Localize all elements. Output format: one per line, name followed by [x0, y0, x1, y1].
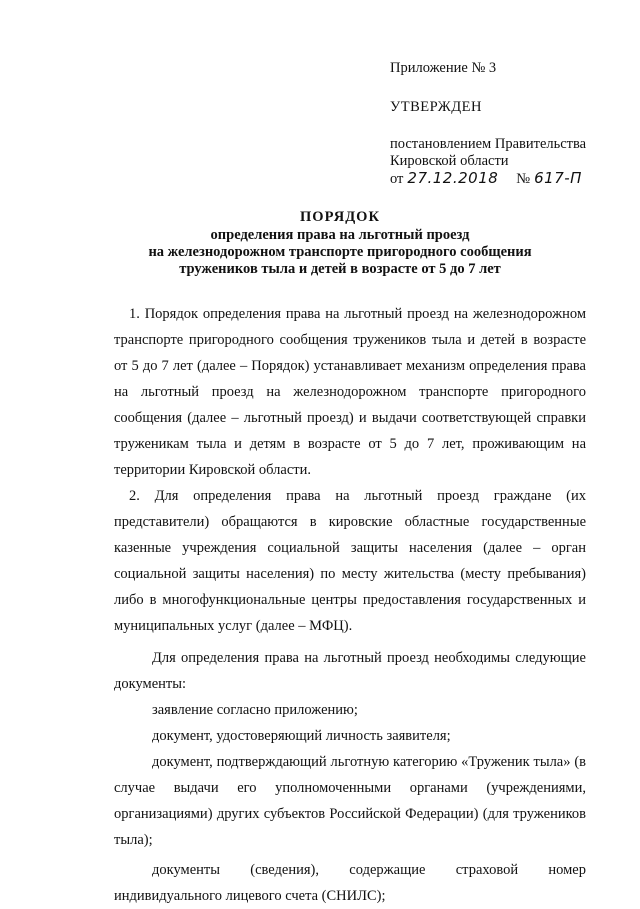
document-title — [100, 209, 580, 278]
title-line-3: тружеников тыла и детей в возрасте от 5 до 7 лет — [179, 261, 501, 277]
approved-label: УТВЕРЖДЕН — [390, 99, 482, 115]
title-main: ПОРЯДОК — [300, 209, 380, 225]
decree-line-2: Кировской области — [390, 153, 509, 169]
paragraph-1: 1. Порядок определения права на льготный проезд на железнодорожном транспорте пригородного сообщения тружеников тыла и детей в возрасте от 5 до 7 лет (далее – Порядок) устанавливает механизм определения права на льготный проезд на железнодорожном транспорте пригородного сообщения (далее – льготный проезд) и выдачи соответствующей справки труженикам тыла и детям в возрасте от 5 до 7 лет, проживающим на территории Кировской области. — [114, 306, 586, 478]
decree-reference — [390, 136, 630, 188]
date-prefix: от — [390, 171, 404, 187]
approval-stamp-block — [390, 60, 630, 188]
list-item-category-document: документ, подтверждающий льготную категорию «Труженик тыла» (в случае выдачи его уполномоченными органами (учреждениями, организациями) других субъектов Российской Федерации) (для тружеников тыла); — [114, 754, 586, 848]
number-prefix: № — [516, 171, 531, 187]
paragraph-3: Для определения права на льготный проезд необходимы следующие документы: — [114, 650, 586, 692]
decree-line-1: постановлением Правительства — [390, 136, 587, 152]
handwritten-number: 617-П — [534, 169, 582, 187]
title-line-1: определения права на льготный проезд — [210, 227, 470, 243]
list-item-identity-document: документ, удостоверяющий личность заявителя; — [152, 728, 451, 744]
handwritten-date: 27.12.2018 — [407, 169, 499, 187]
decree-date-number — [390, 170, 630, 188]
list-item-snils: документы (сведения), содержащие страховой номер индивидуального лицевого счета (СНИЛС); — [114, 862, 586, 904]
paragraph-2: 2. Для определения права на льготный проезд граждане (их представители) обращаются в кировские областные государственные казенные учреждения социальной защиты населения (далее – орган социальной защиты населения) по месту жительства (месту пребывания) либо в многофункциональные центры предоставления государственных и муниципальных услуг (далее – МФЦ). — [114, 488, 586, 634]
document-body — [114, 301, 586, 909]
list-item-application: заявление согласно приложению; — [152, 702, 358, 718]
title-line-2: на железнодорожном транспорте пригородного сообщения — [148, 244, 532, 260]
appendix-label: Приложение № 3 — [390, 60, 497, 76]
